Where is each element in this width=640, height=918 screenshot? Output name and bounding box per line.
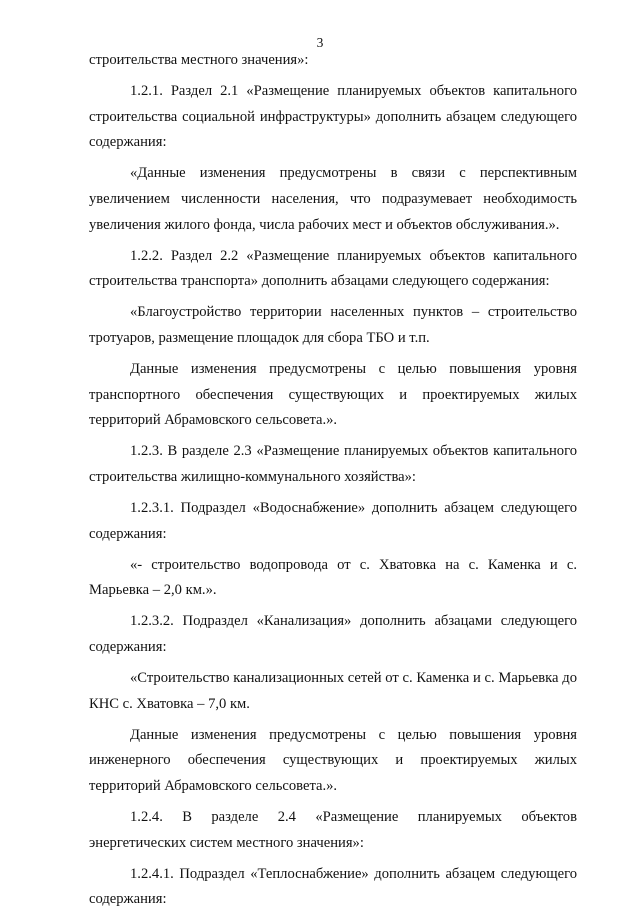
paragraph: 1.2.3.2. Подраздел «Канализация» дополнить абзацами следующего содержания:	[89, 613, 577, 655]
document-body	[89, 48, 577, 918]
paragraph: 1.2.3.1. Подраздел «Водоснабжение» дополнить абзацем следующего содержания:	[89, 500, 577, 542]
paragraph: 1.2.4.1. Подраздел «Теплоснабжение» дополнить абзацем следующего содержания:	[89, 865, 577, 908]
paragraph: «Данные изменения предусмотрены в связи с перспективным увеличением численности населения, что подразумевает необходимость увеличения жилого фонда, числа рабочих мест и объектов обслуживания.».	[89, 165, 577, 233]
paragraph: «Благоустройство территории населенных пунктов – строительство тротуаров, размещение площадок для сбора ТБО и т.п.	[89, 304, 577, 346]
page-number: 3	[316, 35, 324, 50]
paragraph: Данные изменения предусмотрены с целью повышения уровня транспортного обеспечения существующих и проектируемых жилых территорий Абрамовского сельсовета.».	[89, 361, 577, 429]
paragraph: 1.2.3. В разделе 2.3 «Размещение планируемых объектов капитального строительства жилищно-коммунального хозяйства»:	[89, 443, 577, 485]
paragraph: 1.2.4. В разделе 2.4 «Размещение планируемых объектов энергетических систем местного значения»:	[89, 809, 577, 851]
paragraph: 1.2.1. Раздел 2.1 «Размещение планируемых объектов капитального строительства социальной инфраструктуры» дополнить абзацем следующего содержания:	[89, 83, 577, 151]
paragraph: строительства местного значения»:	[89, 52, 309, 68]
paragraph: Данные изменения предусмотрены с целью повышения уровня инженерного обеспечения существующих и проектируемых жилых территорий Абрамовского сельсовета.».	[89, 726, 577, 794]
paragraph: 1.2.2. Раздел 2.2 «Размещение планируемых объектов капитального строительства транспорта» дополнить абзацами следующего содержания:	[89, 247, 577, 290]
paragraph: «- строительство водопровода от с. Хватовка на с. Каменка и с. Марьевка – 2,0 км.».	[89, 556, 577, 599]
paragraph: «Строительство канализационных сетей от с. Каменка и с. Марьевка до КНС с. Хватовка – 7,0 км.	[89, 670, 577, 712]
